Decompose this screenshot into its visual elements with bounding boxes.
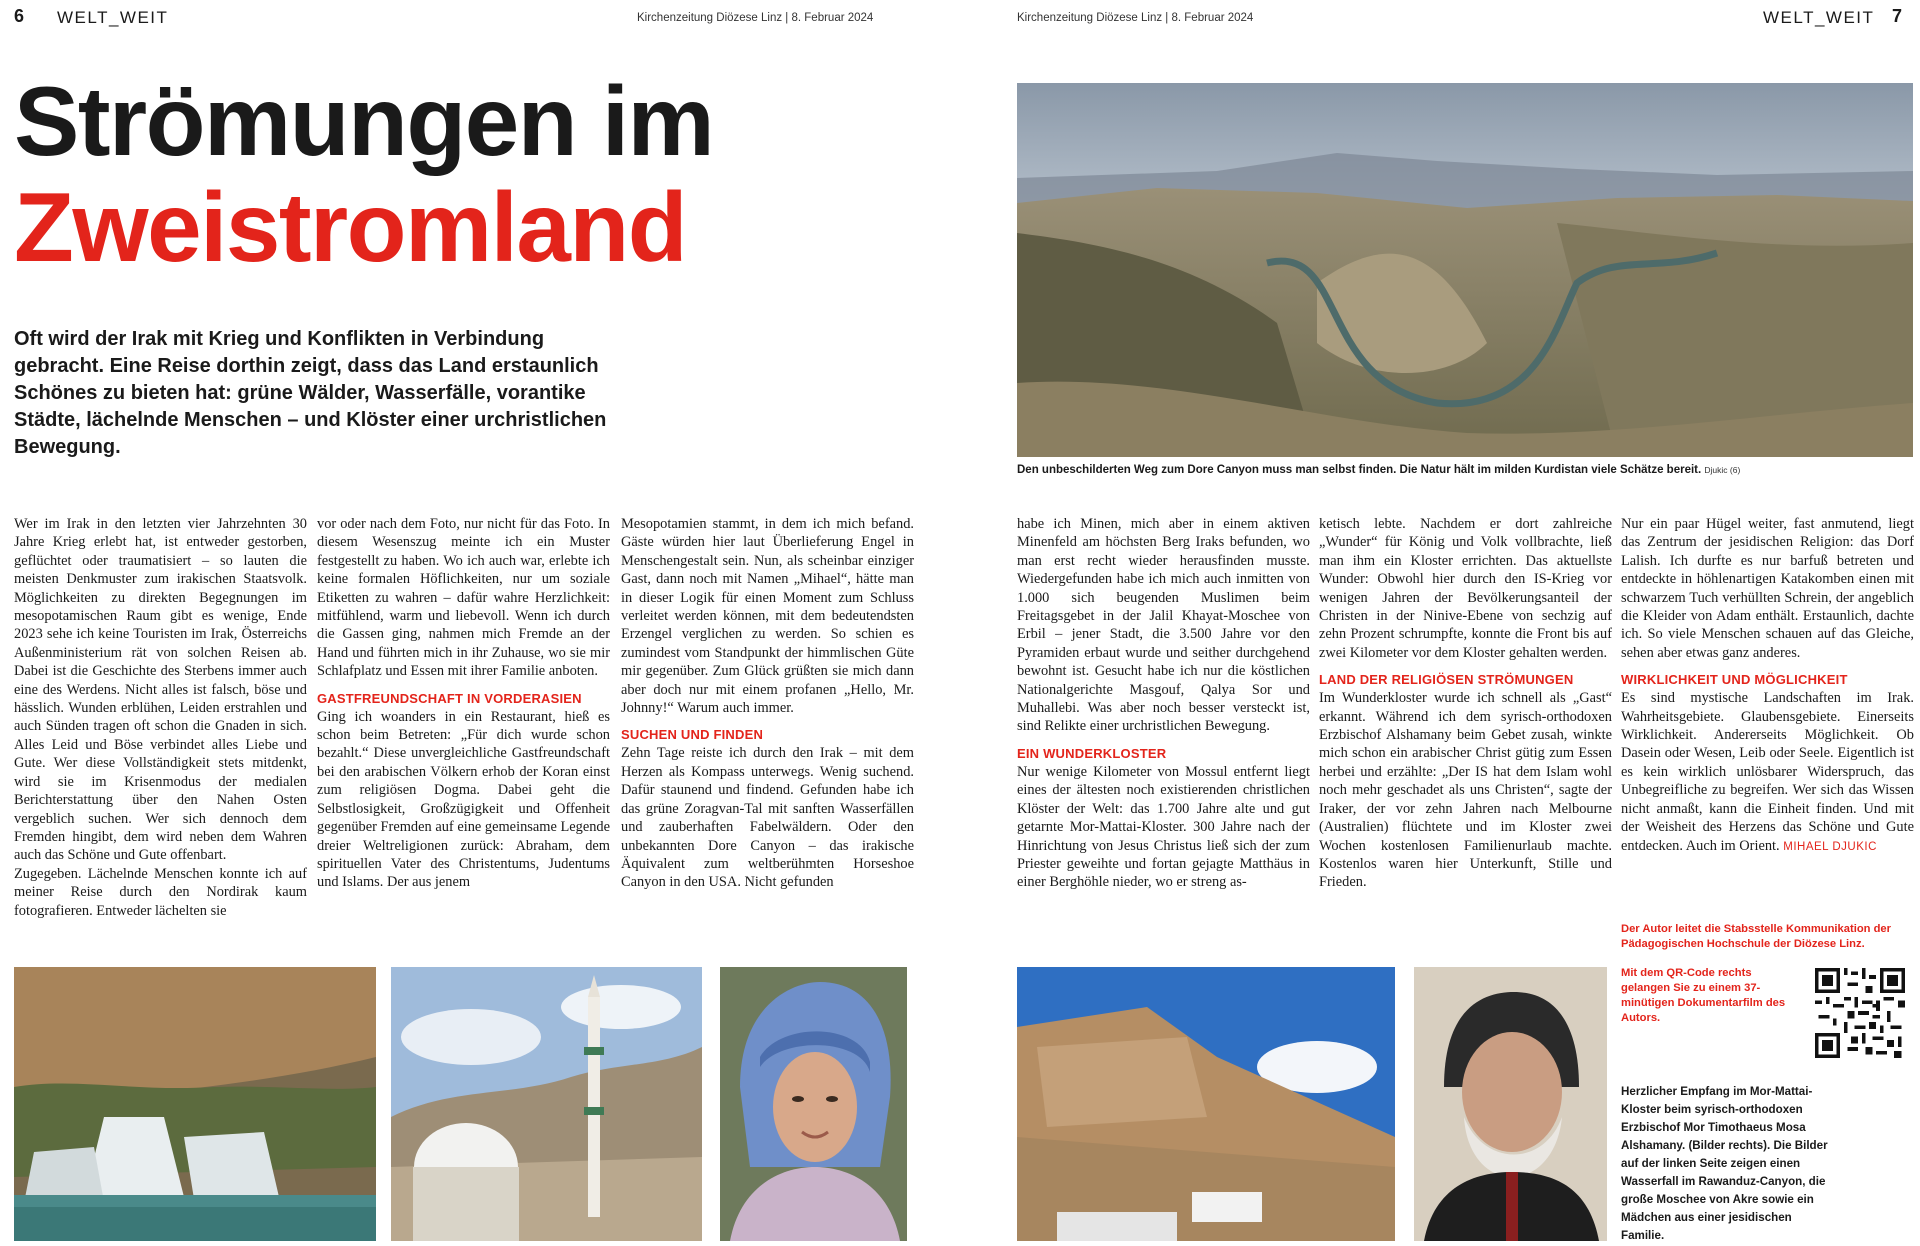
text-column-5 (1319, 515, 1612, 941)
side-photo-caption: Herzlicher Empfang im Mor-Mattai-Kloster beim syrisch-orthodoxen Erzbischof Mor Timothaeus Mosa Alshamany. (Bilder rechts). Die Bilder auf der linken Seite zeigen einen Wasserfall im Rawanduz-Canyon, die große Moschee von Akre sowie ein Mädchen aus einer jesidischen Familie. (1621, 1085, 1828, 1242)
col2-paragraph-1: vor oder nach dem Foto, nur nicht für das Foto. In diesem Wesenszug meinte ich ein Muster festgestellt zu haben. Wo ich auch war, erlebte ich keine formalen Höflichkeiten, nur um soziale Etiketten zu wahren – dafür wahre Herzlichkeit: mitfühlend, warm und liebevoll. Wenn ich durch die Gassen ging, nahmen mich Fremde an der Hand und führten mich in ihr Zuhause, wo sie mir Schlafplatz und Essen mit ihrer Familie anboten. (317, 516, 610, 680)
text-column-4 (1017, 515, 1310, 941)
mosque-photo (391, 967, 702, 1241)
section-label-left: WELT_WEIT (57, 8, 169, 27)
canyon-photo (1017, 83, 1913, 457)
running-head-left: Kirchenzeitung Diözese Linz | 8. Februar 2024 (637, 12, 874, 24)
subhead-land-der-religioesen-stroemungen: LAND DER RELIGIÖSEN STRÖMUNGEN (1319, 672, 1574, 688)
headline-line-2: Zweistromland (14, 172, 687, 282)
main-caption-credit: Djukic (6) (1704, 465, 1741, 475)
subhead-ein-wunderkloster: EIN WUNDERKLOSTER (1017, 745, 1167, 761)
waterfall-photo (14, 967, 376, 1241)
subhead-gastfreundschaft: GASTFREUNDSCHAFT IN VORDERASIEN (317, 690, 582, 706)
lead-paragraph: Oft wird der Irak mit Krieg und Konflikten in Verbindung gebracht. Eine Reise dorthin zeigt, dass das Land erstaunlich Schönes zu bieten hat: grüne Wälder, Wasserfälle, vorantike Städte, lächelnde Menschen – und Klöster einer urchristlichen Bewegung. (14, 328, 607, 458)
monastery-photo (1017, 967, 1395, 1241)
col5-paragraph-2: Im Wunderkloster wurde ich schnell als „Gast“ erkannt. Während ich dem syrisch-orthodoxen Erzbischof Alshamany beim Gebet zusah, winkte mich schon ein arabischer Christ gütig zum Essen herbei und erzählte: „Der IS hat dem Islam wohl noch mehr geschadet als uns Christen“, sagte der Iraker, der vor zehn Jahren nach Melbourne (Australien) flüchtete und im Kloster zwei Wochen kostenlosen Familienurlaub machte. Kostenlos waren hier Unterkunft, Stille und Frieden. (1319, 690, 1612, 891)
col4-paragraph-1: habe ich Minen, mich aber in einem aktiven Minenfeld am höchsten Berg Iraks befunden, wo man erst recht wieder herausfinden musste. Wiedergefunden habe ich mich auch inmitten von 1.000 sich beugenden Muslimen beim Freitagsgebet in der Jalil Khayat-Moschee von Erbil – jener Stadt, die 3.500 Jahre vor den Pyramiden erbaut wurde und seither durchgehend bewohnt ist. Gesucht habe ich nur die köstlichen Nationalgerichte Masgouf, Qalya Sor und Muhallebi. Was aber noch besser versteckt ist, sind Relikte einer urchristlichen Bewegung. (1017, 516, 1310, 735)
main-photo-caption (1017, 464, 1877, 476)
col2-paragraph-2: Ging ich woanders in ein Restaurant, hieß es schon beim Betreten: „Für dich wurde schon bezahlt.“ Diese unvergleichliche Gastfreundschaft bei den arabischen Völkern erhob der Koran einst zum religiösen Dogma. Dabei geht die Selbstlosigkeit, Großzügigkeit und Offenheit gegenüber Fremden auf eine gemeinsame Legende dreier Weltreligionen zurück: Abraham, dem spirituellen Vater des Christentums, Judentums und Islams. Der aus jenem (317, 708, 610, 891)
col5-paragraph-1: ketisch lebte. Nachdem er dort zahlreiche „Wunder“ für König und Volk vollbrachte, ließ man ihm ein Kloster errichten. Das aktuellste Wunder: Obwohl hier durch den IS-Krieg vor wenigen Jahren der Bevölkerungsanteil der Christen in der Ninive-Ebene von sechzig auf zehn Prozent schrumpfte, konnte die Front bis auf zwei Kilometer vor dem Kloster gehalten werden. (1319, 516, 1612, 661)
headline (14, 68, 713, 280)
headline-line-1: Strömungen im (14, 66, 714, 176)
col1-paragraph-1: Wer im Irak in den letzten vier Jahrzehnten 30 Jahre Krieg erlebt hat, ist entweder gestorben, geflüchtet oder traumatisiert – so lauten die meisten Denkmuster zum irakischen Staatsvolk. Möglichkeiten zu direkten Begegnungen im mesopotamischen Raum gibt es wenige, Ende 2023 sehe ich keine Touristen im Irak, Österreichs Außenministerium rät von solchen Reisen ab. Dabei ist die Geschichte des Sterbens immer auch eine des Werdens. Nicht alles ist falsch, böse und hässlich. Wunden erblühen, Leiden erstrahlen und auch Sünden tragen oft schon die Gnaden in sich. Alles Leid und Böse verbindet alles Liebe und Gute. Wer diese Vollständigkeit stets mitdenkt, wird sie im Krisenmodus der medialen Berichterstattung über den Nahen Osten vergeblich suchen. Wer sich dennoch dem Fremden hingibt, dem wird neben dem Wahren auch das Schöne und Gute offenbart. (14, 516, 307, 864)
col3-paragraph-2: Zehn Tage reiste ich durch den Irak – mit dem Herzen als Kompass unterwegs. Wenig suchend. Dafür staunend und findend. Gefunden habe ich das grüne Zoragvan-Tal mit sanften Wasserfällen und zauberhaften Fabelwäldern. Oder den unbekannten Dore Canyon – das irakische Äquivalent zum weltberühmten Horseshoe Canyon in den USA. Nicht gefunden (621, 745, 914, 891)
qr-note: Mit dem QR-Code rechts gelangen Sie zu einem 37-minütigen Dokumentarfilm des Autors. (1621, 967, 1786, 1024)
text-column-2 (317, 515, 610, 941)
qr-code[interactable] (1815, 968, 1905, 1058)
author-note: Der Autor leitet die Stabsstelle Kommunikation der Pädagogischen Hochschule der Diözese Linz. (1621, 923, 1892, 950)
subhead-wirklichkeit-und-moeglichkeit: WIRKLICHKEIT UND MÖGLICHKEIT (1621, 672, 1848, 688)
page-number-left: 6 (14, 6, 25, 26)
main-caption-text: Den unbeschilderten Weg zum Dore Canyon muss man selbst finden. Die Natur hält im milden Kurdistan viele Schätze bereit. (1017, 464, 1702, 476)
running-head-right: Kirchenzeitung Diözese Linz | 8. Februar 2024 (1017, 12, 1254, 24)
subhead-suchen-und-finden: SUCHEN UND FINDEN (621, 727, 764, 743)
text-column-3 (621, 515, 914, 941)
col1-paragraph-2: Zugegeben. Lächelnde Menschen konnte ich auf meiner Reise durch den Nordirak kaum fotografieren. Entweder lächelten sie (14, 865, 307, 919)
text-column-1 (14, 515, 307, 941)
col6-paragraph-2 (1621, 689, 1914, 856)
text-column-6 (1621, 515, 1914, 905)
col4-paragraph-2: Nur wenige Kilometer von Mossul entfernt liegt eines der ältesten noch existierenden christlichen Klöster der Welt: das 1.700 Jahre alte und gut getarnte Mor-Mattai-Kloster. 300 Jahre nach der Hinrichtung von Jesus Christus ließ sich der zum Priester geweihte und fortan gejagte Matthäus in einer Berghöhle nieder, wo er streng as- (1017, 763, 1310, 891)
section-label-right: WELT_WEIT (1763, 8, 1875, 27)
col6-paragraph-1: Nur ein paar Hügel weiter, fast anmutend, liegt das Zentrum der jesidischen Religion: das Dorf Lalish. Ich durfte es nur barfuß betreten und entdeckte in höhlenartigen Katakomben einen mit schwarzem Tuch verhüllten Schrein, der angeblich die Kleider von Adam enthält. Erstaunlich, dachte ich. So viele Menschen schauen auf das Gleiche, sehen aber etwas ganz anderes. (1621, 516, 1914, 661)
col3-paragraph-1: Mesopotamien stammt, in dem ich mich befand. Gäste würden hier laut Überlieferung Engel in Menschengestalt sein. Nun, als scheinbar einziger Gast, dann noch mit Namen „Mihael“, hätte man in dieser Logik für einen Moment zum Schluss verleitet werden können, mit dem bedeutendsten Erzengel verglichen zu werden. So schien es zumindest vom Standpunkt der himmlischen Güte mir gegenüber. Zum Glück grüßten sie mich dann aber doch nur mit einem profanen „Hello, Mr. Johnny!“ Warum auch immer. (621, 516, 914, 717)
yazidi-girl-photo (720, 967, 907, 1241)
archbishop-photo (1414, 967, 1607, 1241)
col6-paragraph-2-text: Es sind mystische Landschaften im Irak. Wahrheitsgebiete. Glaubensgebiete. Einerseits Wirklichkeit. Andererseits Möglichkeit. Ob Dasein oder Wesen, Leib oder Seele. Eigentlich ist es kein wirklich unlösbarer Widerspruch, das Unbegreifliche zu begreifen. Wer sich das Wissen nicht anmaßt, kann die Einheit finden. Und mit der Weisheit des Herzens das Schöne und Gute entdecken. Auch im Orient. (1621, 690, 1914, 854)
page-number-right: 7 (1892, 6, 1903, 26)
author-signature: MIHAEL DJUKIC (1783, 840, 1877, 853)
